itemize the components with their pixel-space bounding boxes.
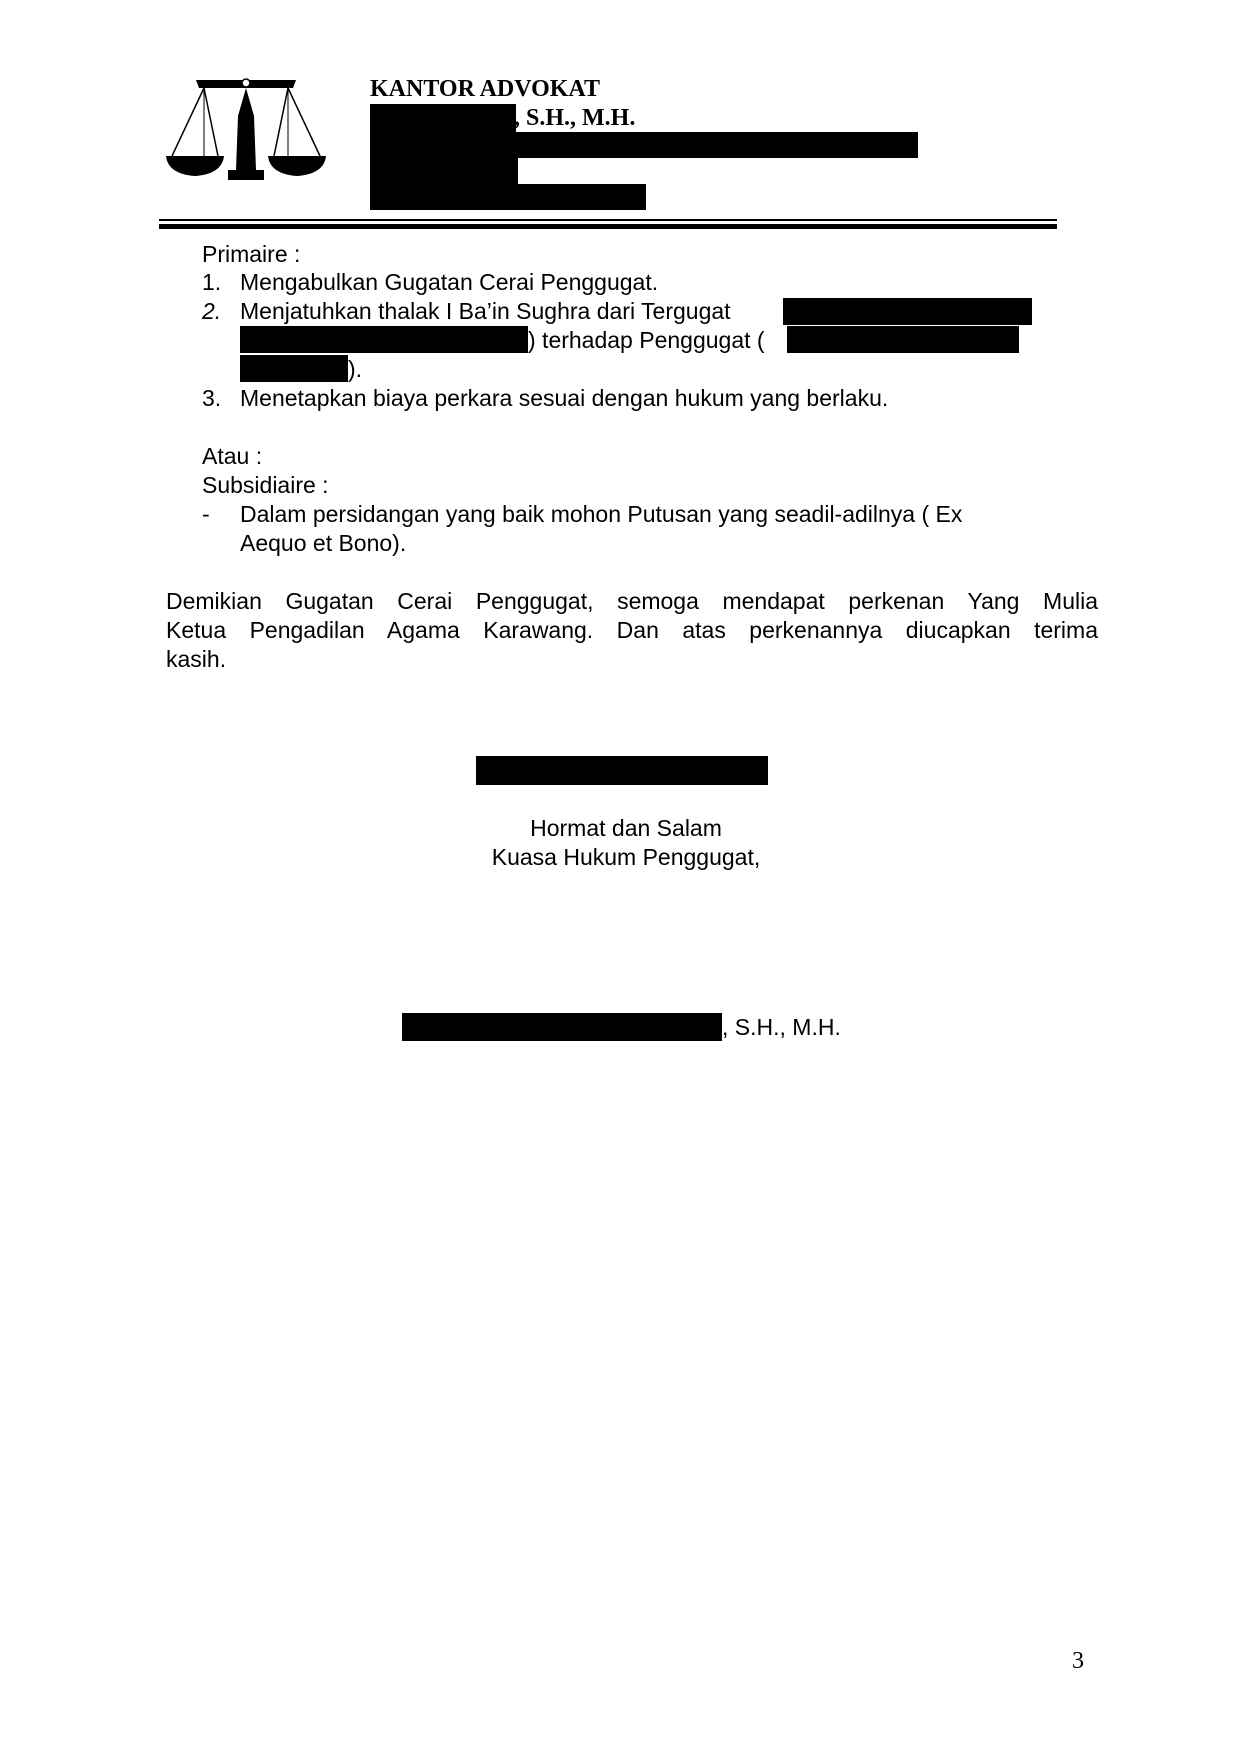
item-2-text-a: Menjatuhkan thalak I Ba’in Sughra dari Tergugat [240, 298, 731, 324]
sub-item-bullet: - [202, 501, 210, 527]
scales-of-justice-logo [166, 74, 326, 190]
atau-label: Atau : [202, 443, 263, 469]
signatory-credentials: , S.H., M.H. [722, 1014, 841, 1040]
redacted-signatory-name [402, 1013, 722, 1041]
redacted-defendant-name [783, 298, 1032, 325]
primaire-label: Primaire : [202, 241, 301, 267]
redacted-plaintiff-name [787, 326, 1019, 353]
item-1-text: Mengabulkan Gugatan Cerai Penggugat. [240, 269, 659, 295]
redacted-contact-line [370, 184, 646, 210]
item-3-number: 3. [202, 385, 222, 411]
item-2-text-b: ) terhadap Penggugat ( [528, 327, 765, 353]
redacted-defendant-name-cont [240, 326, 528, 353]
subsidiaire-label: Subsidiaire : [202, 472, 329, 498]
office-title: KANTOR ADVOKAT [370, 76, 600, 102]
closing-paragraph [166, 587, 1098, 674]
item-2-number: 2. [202, 298, 222, 324]
redacted-address-line-1 [370, 132, 918, 158]
redacted-place-date [476, 756, 768, 785]
item-3-text: Menetapkan biaya perkara sesuai dengan hukum yang berlaku. [240, 385, 889, 411]
redacted-plaintiff-name-cont [240, 355, 348, 382]
header-rule-thin [159, 219, 1057, 221]
sub-item-line-2: Aequo et Bono). [240, 530, 407, 556]
closing-line-1: Demikian Gugatan Cerai Penggugat, semoga mendapat perkenan Yang Mulia [166, 588, 1098, 614]
closing-line-3: kasih. [166, 646, 227, 672]
signature-role: Kuasa Hukum Penggugat, [491, 844, 761, 870]
signature-greeting: Hormat dan Salam [530, 815, 722, 841]
redacted-lawyer-name [370, 104, 516, 132]
header-rule-thick [159, 224, 1057, 229]
scales-icon [166, 74, 326, 190]
redacted-address-line-2 [370, 158, 518, 184]
sub-item-line-1: Dalam persidangan yang baik mohon Putusan yang seadil-adilnya ( Ex [240, 501, 963, 527]
lawyer-credentials: , S.H., M.H. [514, 105, 636, 131]
item-1-number: 1. [202, 269, 222, 295]
page-number: 3 [1072, 1648, 1084, 1674]
closing-line-2: Ketua Pengadilan Agama Karawang. Dan atas perkenannya diucapkan terima [166, 617, 1098, 643]
item-2-text-c: ). [348, 356, 363, 382]
